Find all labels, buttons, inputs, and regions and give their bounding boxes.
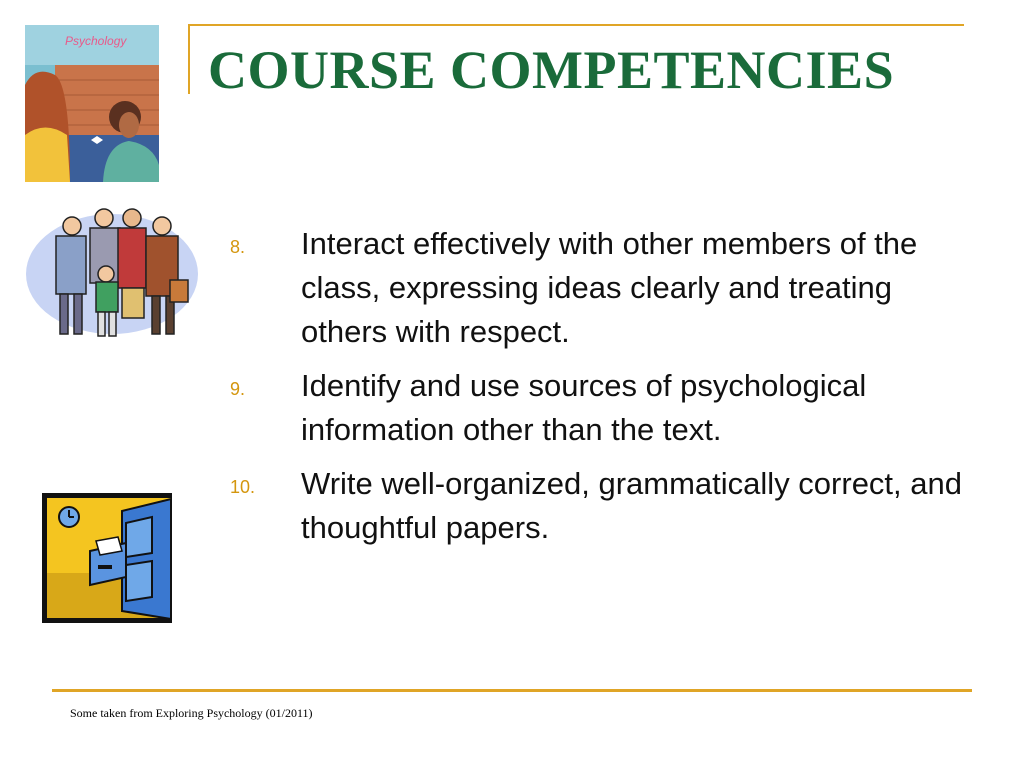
title-frame-top-line bbox=[190, 24, 964, 26]
item-text: Interact effectively with other members of the class, expressing ideas clearly and treating others with respect. bbox=[301, 226, 918, 349]
item-number: 10. bbox=[230, 477, 256, 497]
item-text: Identify and use sources of psychological information other than the text. bbox=[301, 368, 867, 447]
competency-item bbox=[230, 462, 970, 550]
book-cover-image bbox=[25, 25, 159, 182]
competency-item bbox=[230, 222, 970, 354]
title-frame-left-line bbox=[188, 24, 190, 94]
footer-citation: Some taken from Exploring Psychology (01/2011) bbox=[70, 706, 313, 720]
people-group-clipart bbox=[24, 204, 200, 346]
competency-list bbox=[230, 222, 970, 560]
slide-title: COURSE COMPETENCIES bbox=[208, 40, 895, 100]
footer-divider bbox=[52, 689, 972, 692]
item-number: 8. bbox=[230, 237, 246, 257]
book-cover-title: Psychology bbox=[65, 34, 127, 48]
competency-item bbox=[230, 364, 970, 452]
item-number: 9. bbox=[230, 379, 246, 399]
item-text: Write well-organized, grammatically correct, and thoughtful papers. bbox=[301, 466, 962, 545]
filing-cabinet-clipart bbox=[42, 493, 172, 623]
